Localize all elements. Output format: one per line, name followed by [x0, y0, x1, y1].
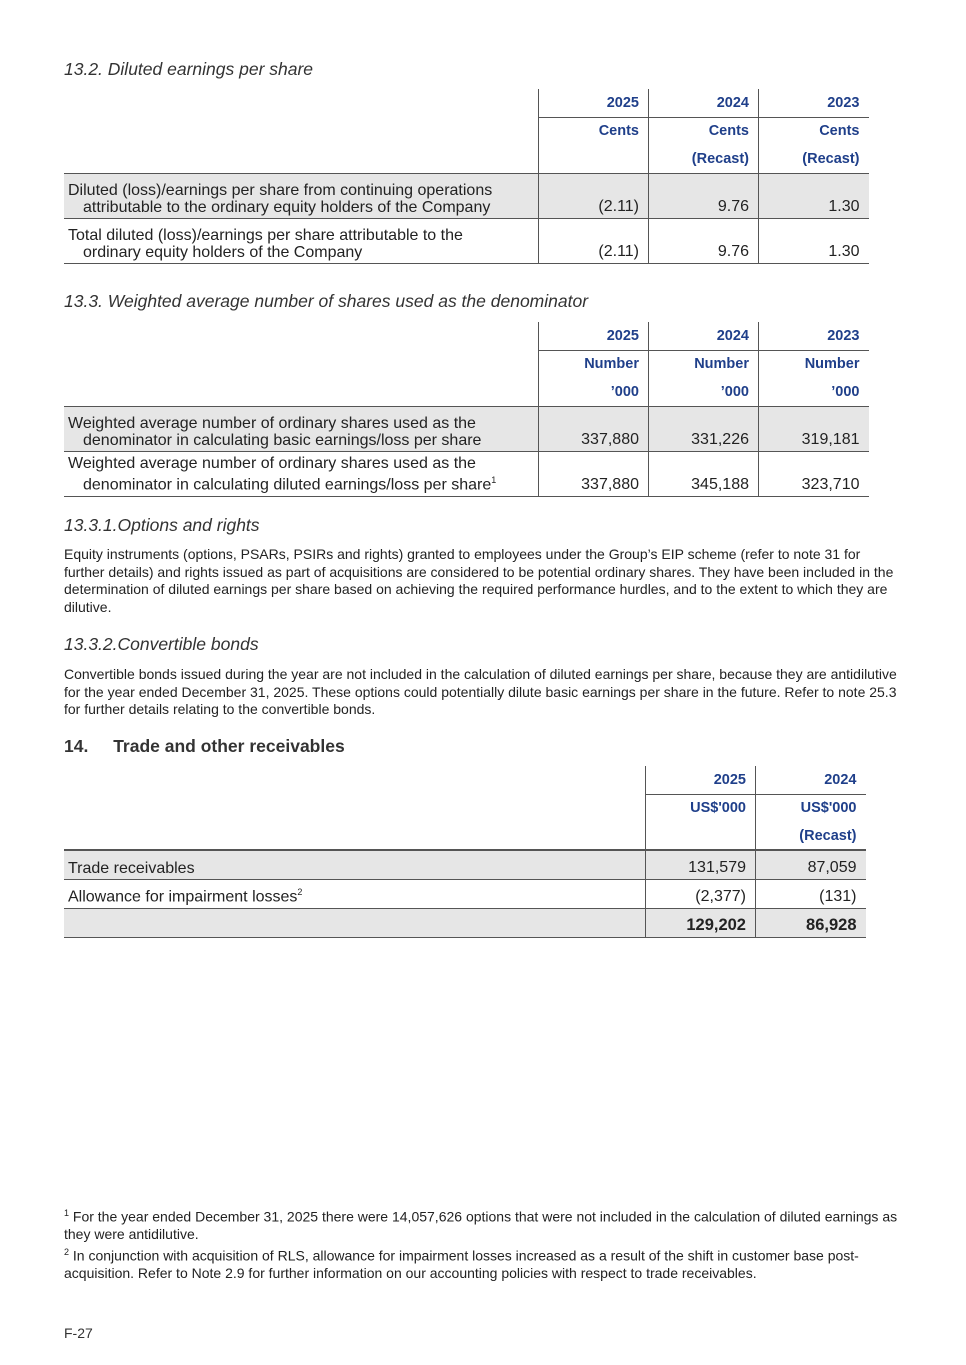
cell-value: (2.11): [539, 218, 649, 263]
table-row: [64, 218, 869, 263]
cell-value: 131,579: [646, 850, 756, 879]
row-label: Allowance for impairment losses: [68, 888, 298, 906]
receivables-table: [64, 766, 866, 938]
diluted-eps-table: [64, 89, 869, 264]
recast-header: [539, 145, 649, 173]
row-label: attributable to the ordinary equity holders of the Company: [83, 198, 491, 216]
footnote-marker: 1: [491, 475, 497, 486]
unit-header: Cents: [759, 117, 869, 145]
unit-header: Number: [539, 350, 649, 378]
footnote: [64, 1205, 900, 1244]
row-label: Total diluted (loss)/earnings per share attributable to the: [68, 226, 463, 244]
section-13-3-heading: 13.3. Weighted average number of shares used as the denominator: [64, 291, 589, 311]
page-number: F-27: [64, 1325, 93, 1341]
cell-value: 319,181: [759, 406, 869, 451]
recast-header: [646, 822, 756, 850]
weighted-shares-table: [64, 322, 869, 497]
year-header: 2024: [756, 766, 866, 794]
year-header: 2023: [759, 322, 869, 350]
table-row: [64, 850, 866, 879]
unit-header: ’000: [759, 378, 869, 406]
unit-header: ’000: [649, 378, 759, 406]
section-13-2-heading: 13.2. Diluted earnings per share: [64, 59, 314, 79]
unit-header: Cents: [539, 117, 649, 145]
cell-value: 337,880: [539, 451, 649, 496]
year-header: 2025: [539, 89, 649, 117]
section-13-3-2-heading: 13.3.2.Convertible bonds: [64, 634, 259, 654]
cell-value: 331,226: [649, 406, 759, 451]
cell-value: 337,880: [539, 406, 649, 451]
section-number: 14.: [64, 736, 89, 756]
recast-header: (Recast): [649, 145, 759, 173]
cell-value: 9.76: [649, 173, 759, 218]
footnotes: [64, 1205, 900, 1282]
recast-header: (Recast): [759, 145, 869, 173]
unit-header: US$'000: [756, 794, 866, 822]
table-row: [64, 451, 869, 496]
options-rights-paragraph: Equity instruments (options, PSARs, PSIRs and rights) granted to employees under the Group’s EIP scheme (refer to note 31 for further details) and rights issued as part of acquisitions are considered to be potential ordinary shares. They have been included in the determination of diluted earnings per share based on achieving the required performance hurdles, and to the extent to which they are dilutive.: [64, 546, 894, 615]
cell-value: (2,377): [646, 879, 756, 908]
total-value: 129,202: [646, 908, 756, 937]
cell-value: (131): [756, 879, 866, 908]
year-header: 2025: [646, 766, 756, 794]
footnote-text: For the year ended December 31, 2025 there were 14,057,626 options that were not included in the calculation of diluted earnings as they were antidilutive.: [64, 1208, 898, 1243]
table-row: [64, 879, 866, 908]
row-label: denominator in calculating basic earnings/loss per share: [83, 431, 482, 449]
row-label: Trade receivables: [64, 850, 646, 879]
row-label: Weighted average number of ordinary shares used as the: [68, 414, 476, 432]
footnote-marker: 2: [297, 887, 303, 898]
convertible-bonds-paragraph: Convertible bonds issued during the year are not included in the calculation of diluted earnings per share, because they are antidilutive for the year ended December 31, 2025. These options could potentially dilute basic earnings per share in the future. Refer to note 25.3 for further details relating to the convertible bonds.: [64, 666, 897, 717]
cell-value: 1.30: [759, 218, 869, 263]
cell-value: (2.11): [539, 173, 649, 218]
footnote-mark: 1: [64, 1208, 70, 1218]
footnote: [64, 1244, 900, 1283]
unit-header: Number: [759, 350, 869, 378]
cell-value: 9.76: [649, 218, 759, 263]
row-label: Diluted (loss)/earnings per share from continuing operations: [68, 181, 493, 199]
year-header: 2023: [759, 89, 869, 117]
total-row: [64, 908, 866, 937]
year-header: 2024: [649, 89, 759, 117]
section-14-heading: [64, 736, 345, 757]
cell-value: 323,710: [759, 451, 869, 496]
footnote-text: In conjunction with acquisition of RLS, allowance for impairment losses increased as a result of the shift in customer base post-acquisition. Refer to Note 2.9 for further information on our accounting policies with respect to trade receivables.: [64, 1247, 859, 1281]
year-header: 2024: [649, 322, 759, 350]
recast-header: (Recast): [756, 822, 866, 850]
table-row: [64, 406, 869, 451]
unit-header: US$'000: [646, 794, 756, 822]
row-label: Weighted average number of ordinary shares used as the: [68, 455, 476, 473]
unit-header: ’000: [539, 378, 649, 406]
table-row: [64, 173, 869, 218]
cell-value: 87,059: [756, 850, 866, 879]
unit-header: Number: [649, 350, 759, 378]
cell-value: 345,188: [649, 451, 759, 496]
unit-header: Cents: [649, 117, 759, 145]
row-label: ordinary equity holders of the Company: [83, 243, 363, 261]
section-13-3-1-heading: 13.3.1.Options and rights: [64, 515, 260, 535]
cell-value: 1.30: [759, 173, 869, 218]
year-header: 2025: [539, 322, 649, 350]
footnote-mark: 2: [64, 1246, 70, 1257]
section-title: Trade and other receivables: [113, 736, 345, 756]
total-value: 86,928: [756, 908, 866, 937]
row-label: denominator in calculating diluted earnings/loss per share: [83, 476, 492, 494]
